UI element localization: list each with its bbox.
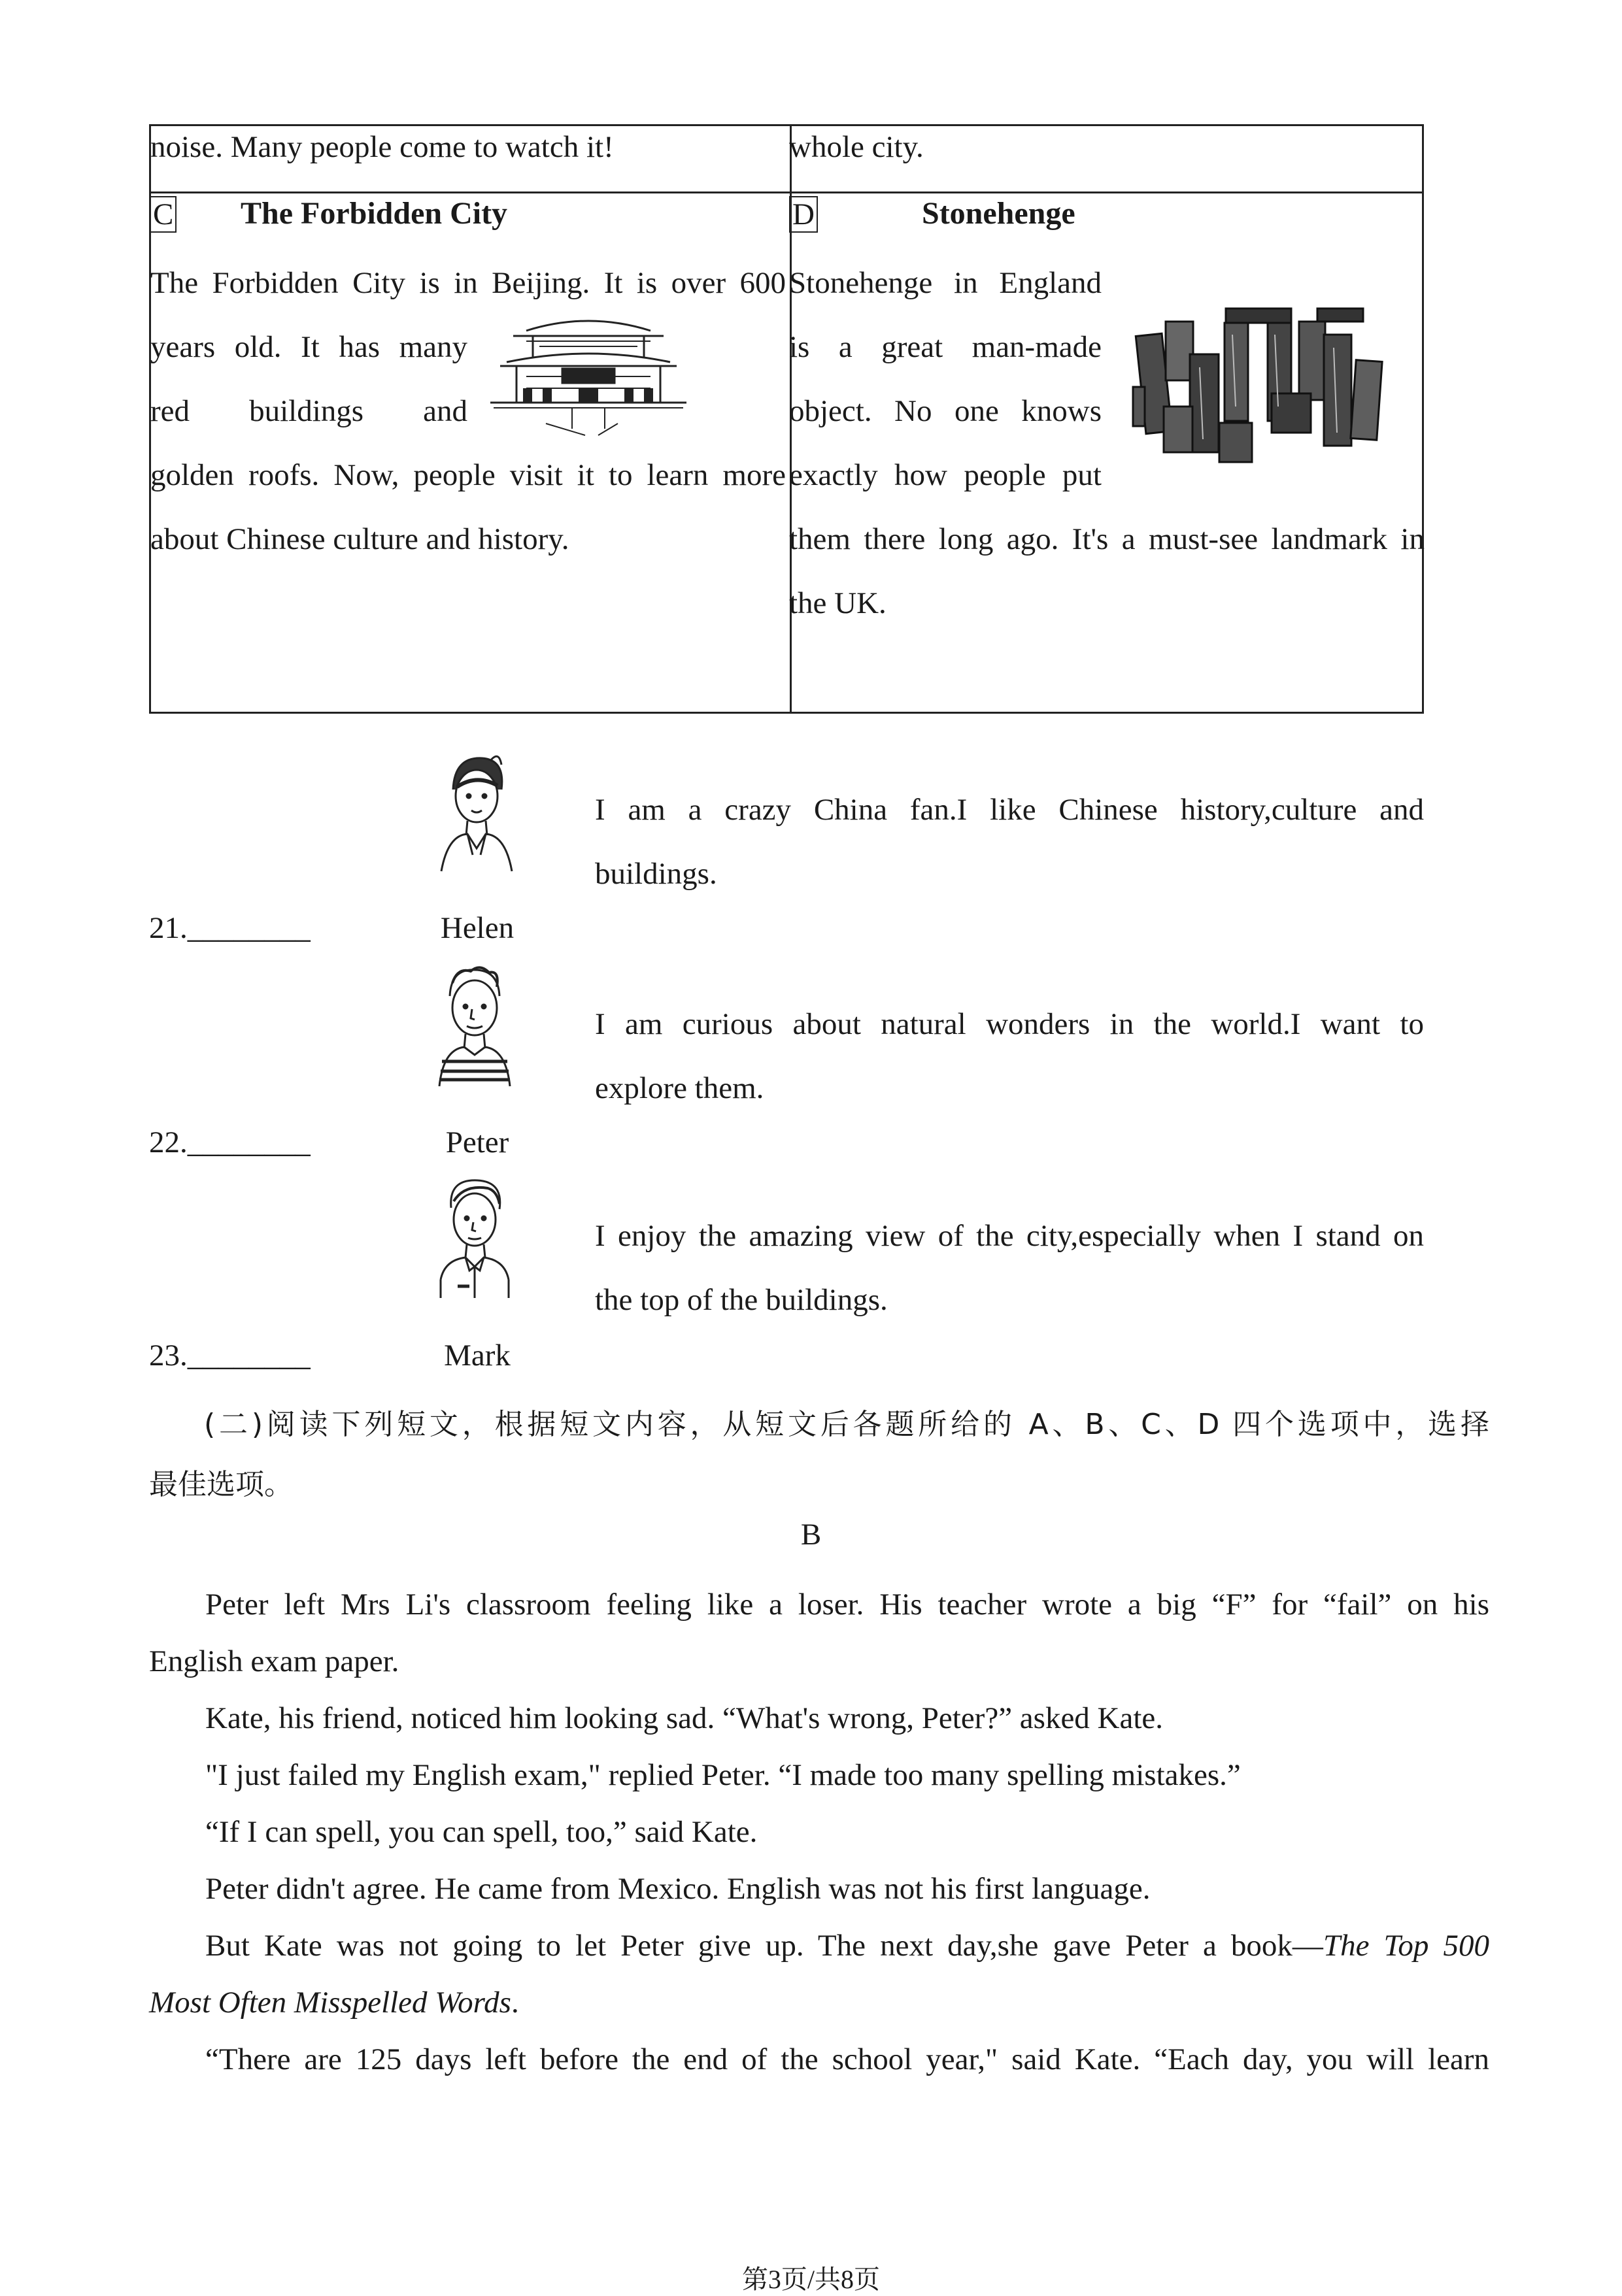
- question-23-text: I enjoy the amazing view of the city,especially when I stand on the top of the buildings.: [595, 1219, 1424, 1317]
- cell-c-line-1: The Forbidden City is in Beijing. It is over 600: [150, 266, 786, 300]
- cell-c-line-4: golden roofs. Now, people visit it to learn more: [150, 458, 786, 492]
- passage-letter: B: [800, 1518, 822, 1552]
- passage-paragraph-5: Peter didn't agree. He came from Mexico. English was not his first language.: [205, 1872, 1151, 1906]
- cell-d-line-4: exactly how people put: [789, 458, 1102, 492]
- row1-left-text: noise. Many people come to watch it!: [150, 130, 614, 164]
- cell-c-line-2: years old. It has many: [150, 330, 467, 364]
- cell-d-line-5: them there long ago. It's a must-see landmark in: [789, 522, 1425, 556]
- question-22-name: Peter: [445, 1125, 509, 1159]
- cell-c-letter: C: [150, 196, 177, 233]
- question-21-number: 21.________: [149, 911, 311, 945]
- cell-d-line-6: the UK.: [789, 586, 887, 620]
- section-instruction: (二)阅读下列短文，根据短文内容，从短文后各题所给的 A、B、C、D 四个选项中，选择 最佳选项。: [149, 1408, 1489, 1501]
- table-row-divider: [151, 191, 1422, 193]
- passage-paragraph-4: “If I can spell, you can spell, too,” said Kate.: [205, 1815, 758, 1849]
- boy-collar-avatar-icon: [431, 1175, 516, 1299]
- passage-paragraph-6: But Kate was not going to let Peter give up. The next day,she gave Peter a book—The Top 500 Most Often Misspelled Words.: [149, 1929, 1489, 2020]
- cell-c-line-3: red buildings and: [150, 394, 467, 428]
- page-number: 第3页/共8页: [741, 2265, 881, 2294]
- question-23-number: 23.________: [149, 1339, 311, 1373]
- forbidden-city-illustration: [487, 305, 690, 442]
- cell-d-line-1: Stonehenge in England: [789, 266, 1102, 300]
- passage-paragraph-2: Kate, his friend, noticed him looking sad. “What's wrong, Peter?” asked Kate.: [205, 1701, 1164, 1735]
- row1-right-text: whole city.: [789, 130, 924, 164]
- passage-paragraph-3: "I just failed my English exam," replied Peter. “I made too many spelling mistakes.”: [205, 1758, 1241, 1792]
- passage-paragraph-1: Peter left Mrs Li's classroom feeling like a loser. His teacher wrote a big “F” for “fail” on his English exam paper.: [149, 1588, 1489, 1678]
- cell-d-line-3: object. No one knows: [789, 394, 1102, 428]
- question-21-name: Helen: [440, 911, 515, 945]
- stonehenge-illustration: [1128, 295, 1389, 472]
- girl-avatar-icon: [428, 750, 520, 874]
- passage-paragraph-7: “There are 125 days left before the end of the school year," said Kate. “Each day, you will learn: [205, 2042, 1489, 2076]
- question-23-name: Mark: [444, 1339, 511, 1373]
- cell-c-line-5: about Chinese culture and history.: [150, 522, 569, 556]
- question-21-text: I am a crazy China fan.I like Chinese history,culture and buildings.: [595, 793, 1424, 891]
- boy-avatar-icon: [431, 963, 516, 1088]
- cell-c-title: The Forbidden City: [241, 196, 508, 231]
- question-22-text: I am curious about natural wonders in the world.I want to explore them.: [595, 1007, 1424, 1105]
- cell-d-letter: D: [789, 196, 818, 233]
- question-22-number: 22.________: [149, 1125, 311, 1159]
- cell-d-line-2: is a great man-made: [789, 330, 1102, 364]
- cell-d-title: Stonehenge: [922, 196, 1075, 231]
